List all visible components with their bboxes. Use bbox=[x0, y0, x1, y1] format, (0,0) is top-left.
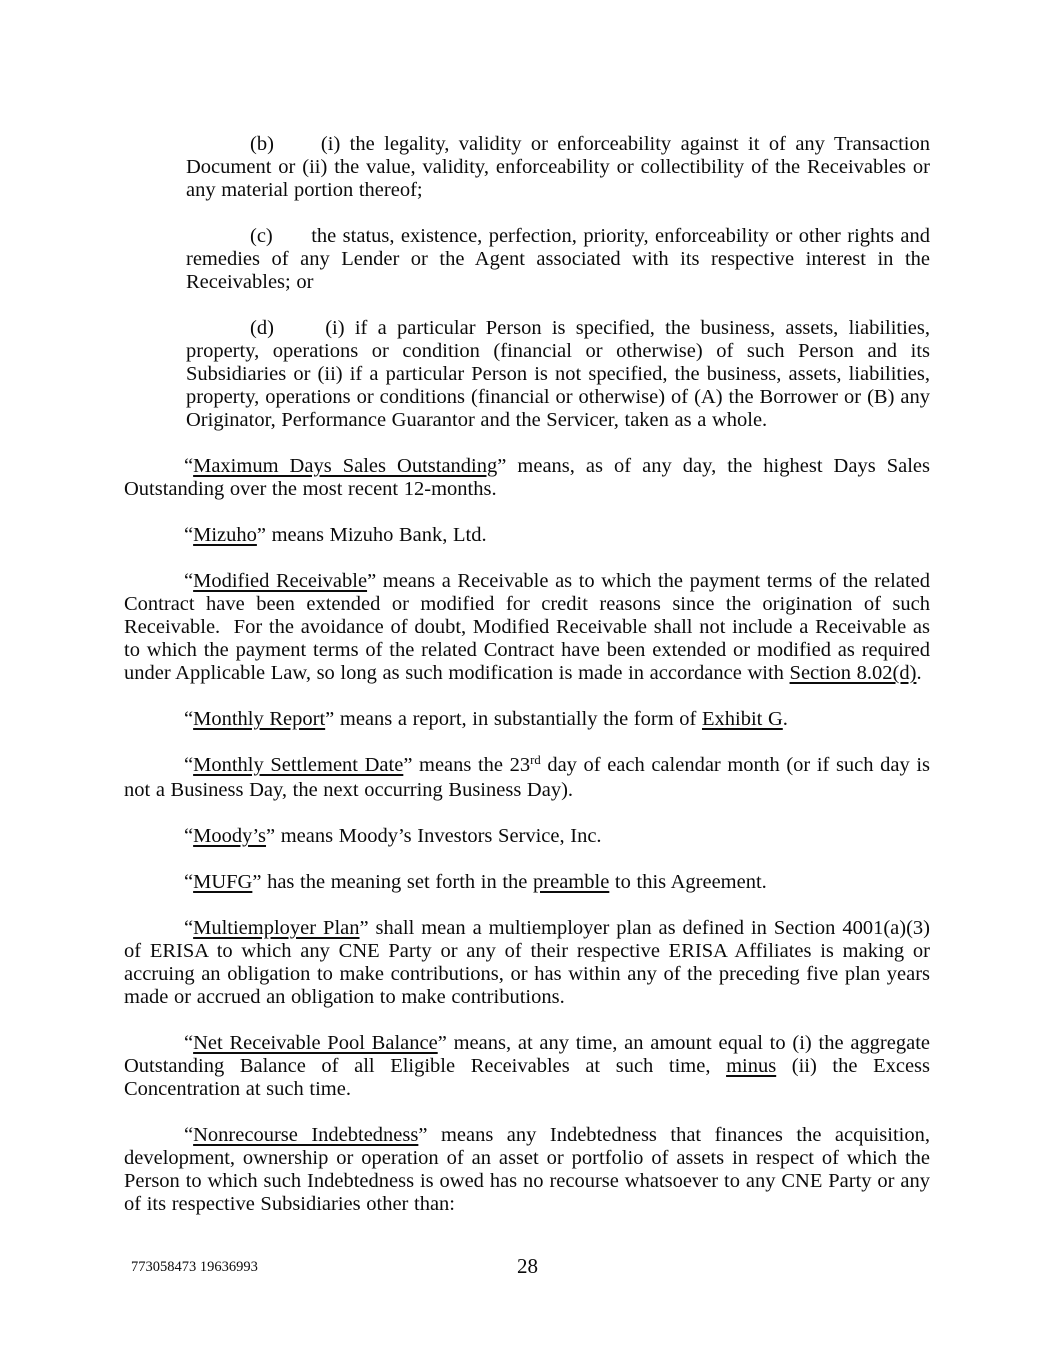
text-run: ” means a report, in substantially the form of bbox=[325, 708, 702, 730]
superscript-text: rd bbox=[530, 753, 541, 768]
text-run: ” means, as of any day, the highest Days Sales Outstanding over the most recent 12-months. bbox=[124, 455, 930, 500]
underlined-term: MUFG bbox=[193, 871, 253, 893]
definition-mufg bbox=[124, 871, 930, 894]
page-number: 28 bbox=[517, 1254, 538, 1278]
definition-moodys bbox=[124, 825, 930, 848]
text-run: “ bbox=[184, 871, 194, 893]
text-run: ” shall mean a multiemployer plan as defined in Section 4001(a)(3) of ERISA to which any CNE Party or any of their respective ERISA Affiliates is making or accruing an obligation to make contributions, or has within any of the preceding five plan years made or accrued an obligation to make contributions. bbox=[124, 917, 930, 1008]
underlined-term: Net Receivable Pool Balance bbox=[193, 1032, 438, 1054]
text-run: “ bbox=[184, 570, 194, 592]
underlined-term: Multiemployer Plan bbox=[193, 917, 360, 939]
clause-c-paragraph bbox=[186, 225, 930, 294]
underlined-term: Moody’s bbox=[193, 825, 267, 847]
definition-monthly-settlement-date bbox=[124, 754, 930, 802]
underlined-term: preamble bbox=[533, 871, 610, 893]
clause-d-paragraph bbox=[186, 317, 930, 432]
text-run: “ bbox=[184, 1032, 194, 1054]
text-run: ” means a Receivable as to which the payment terms of the related Contract have been extended or modified for credit reasons since the origination of such Receivable. For the avoidance of doubt, Modified Receivable shall not include a Receivable as to which the payment terms of the related Contract have been extended or modified as required under Applicable Law, so long as such modification is made in accordance with bbox=[124, 570, 930, 684]
text-run: ” has the meaning set forth in the bbox=[252, 871, 534, 893]
definition-multiemployer-plan bbox=[124, 917, 930, 1009]
text-run: “ bbox=[184, 708, 194, 730]
text-run: ” means Moody’s Investors Service, Inc. bbox=[266, 825, 602, 847]
text-run: (c) the status, existence, perfection, priority, enforceability or other rights and remedies of any Lender or the Agent associated with its respective interest in the Receivables; or bbox=[186, 225, 930, 293]
text-run: ” means any Indebtedness that finances the acquisition, development, ownership or operation of an asset or portfolio of assets in respect of which the Person to which such Indebtedness is owed has no recourse whatsoever to any CNE Party or any of its respective Subsidiaries other than: bbox=[124, 1124, 930, 1215]
definition-mizuho bbox=[124, 524, 930, 547]
underlined-term: Exhibit G bbox=[701, 708, 783, 730]
text-run: (d) (i) if a particular Person is specified, the business, assets, liabilities, property, operations or condition (financial or otherwise) of such Person and its Subsidiaries or (ii) if a particular Person is not specified, the business, assets, liabilities, property, operations or conditions (financial or otherwise) of (A) the Borrower or (B) any Originator, Performance Guarantor and the Servicer, taken as a whole. bbox=[186, 317, 930, 431]
underlined-term: Monthly Report bbox=[193, 708, 326, 730]
underlined-term: Maximum Days Sales Outstanding bbox=[193, 455, 498, 477]
text-run: . bbox=[916, 662, 922, 684]
text-run: “ bbox=[184, 917, 194, 939]
text-run: “ bbox=[184, 1124, 194, 1146]
underlined-term: Modified Receivable bbox=[193, 570, 368, 592]
definition-modified-receivable bbox=[124, 570, 930, 685]
document-id-footer: 773058473 19636993 bbox=[131, 1259, 258, 1275]
text-run: (ii) the Excess Concentration at such time. bbox=[124, 1055, 930, 1100]
underlined-term: Section 8.02(d) bbox=[789, 662, 917, 684]
clause-b-paragraph bbox=[186, 133, 930, 202]
underlined-term: Mizuho bbox=[193, 524, 257, 546]
definition-net-receivable-pool-balance bbox=[124, 1032, 930, 1101]
definition-nonrecourse-indebtedness bbox=[124, 1124, 930, 1216]
underlined-term: minus bbox=[726, 1055, 777, 1077]
text-run: “ bbox=[184, 754, 194, 776]
text-run: ” means Mizuho Bank, Ltd. bbox=[256, 524, 487, 546]
text-run: to this Agreement. bbox=[609, 871, 767, 893]
definitions-section bbox=[124, 133, 930, 1216]
text-run: . bbox=[782, 708, 788, 730]
text-run: ” means, at any time, an amount equal to (i) the aggregate Outstanding Balance of all Eligible Receivables at such time, bbox=[124, 1032, 930, 1077]
underlined-term: Monthly Settlement Date bbox=[193, 754, 404, 776]
text-run: ” means the 23 bbox=[403, 754, 531, 776]
text-run: “ bbox=[184, 455, 194, 477]
text-run: “ bbox=[184, 524, 194, 546]
text-run: (b) (i) the legality, validity or enforceability against it of any Transaction Document or (ii) the value, validity, enforceability or collectibility of the Receivables or any material portion thereof; bbox=[186, 133, 930, 201]
text-run: day of each calendar month (or if such day is not a Business Day, the next occurring Business Day). bbox=[124, 754, 931, 801]
definition-monthly-report bbox=[124, 708, 930, 731]
underlined-term: Nonrecourse Indebtedness bbox=[193, 1124, 419, 1146]
text-run: “ bbox=[184, 825, 194, 847]
definition-maximum-days-sales-outstanding bbox=[124, 455, 930, 501]
